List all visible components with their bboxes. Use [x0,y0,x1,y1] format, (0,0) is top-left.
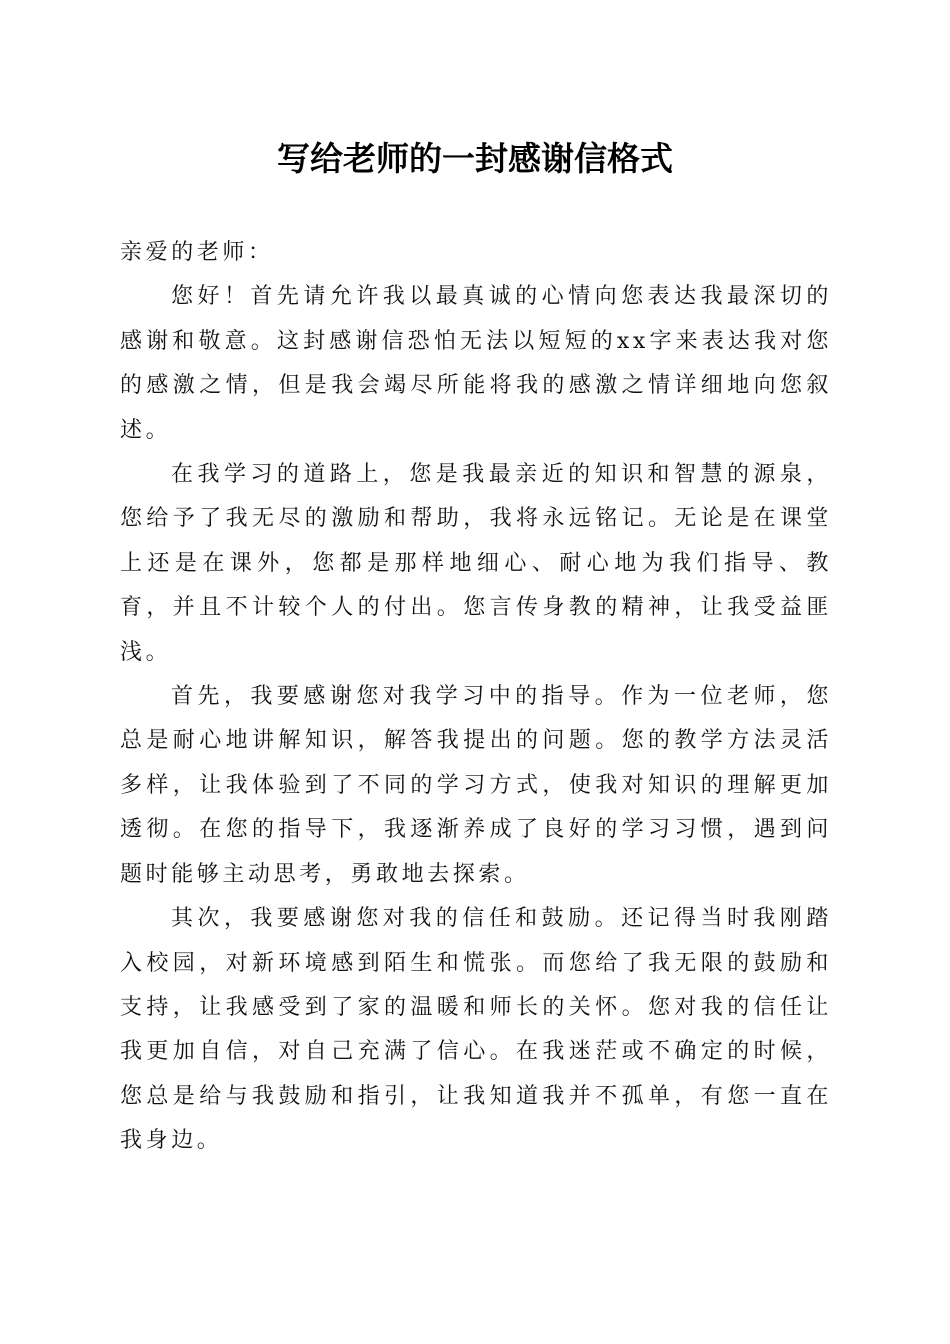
document-title: 写给老师的一封感谢信格式 [277,139,673,178]
paragraph-trust: 其次，我要感谢您对我的信任和鼓励。还记得当时我刚踏入校园，对新环境感到陌生和慌张。而您给了我无限的鼓励和支持，让我感受到了家的温暖和师长的关怀。您对我的信任让我更加自信，对自己充满了信心。在我迷茫或不确定的时候，您总是给与我鼓励和指引，让我知道我并不孤单，有您一直在我身边。 [120,906,832,1154]
paragraph-learning-path: 在我学习的道路上，您是我最亲近的知识和智慧的源泉，您给予了我无尽的激励和帮助，我将永远铭记。无论是在课堂上还是在课外，您都是那样地细心、耐心地为我们指导、教育，并且不计较个人的付出。您言传身教的精神，让我受益匪浅。 [120,462,832,665]
letter-body [120,231,832,1164]
paragraph-greeting: 您好！首先请允许我以最真诚的心情向您表达我最深切的感谢和敬意。这封感谢信恐怕无法以短短的xx字来表达我对您的感激之情，但是我会竭尽所能将我的感激之情详细地向您叙述。 [120,284,832,443]
salutation: 亲爱的老师： [120,240,274,265]
paragraph-guidance: 首先，我要感谢您对我学习中的指导。作为一位老师，您总是耐心地讲解知识，解答我提出的问题。您的教学方法灵活多样，让我体验到了不同的学习方式，使我对知识的理解更加透彻。在您的指导下，我逐渐养成了良好的学习习惯，遇到问题时能够主动思考，勇敢地去探索。 [120,684,832,887]
